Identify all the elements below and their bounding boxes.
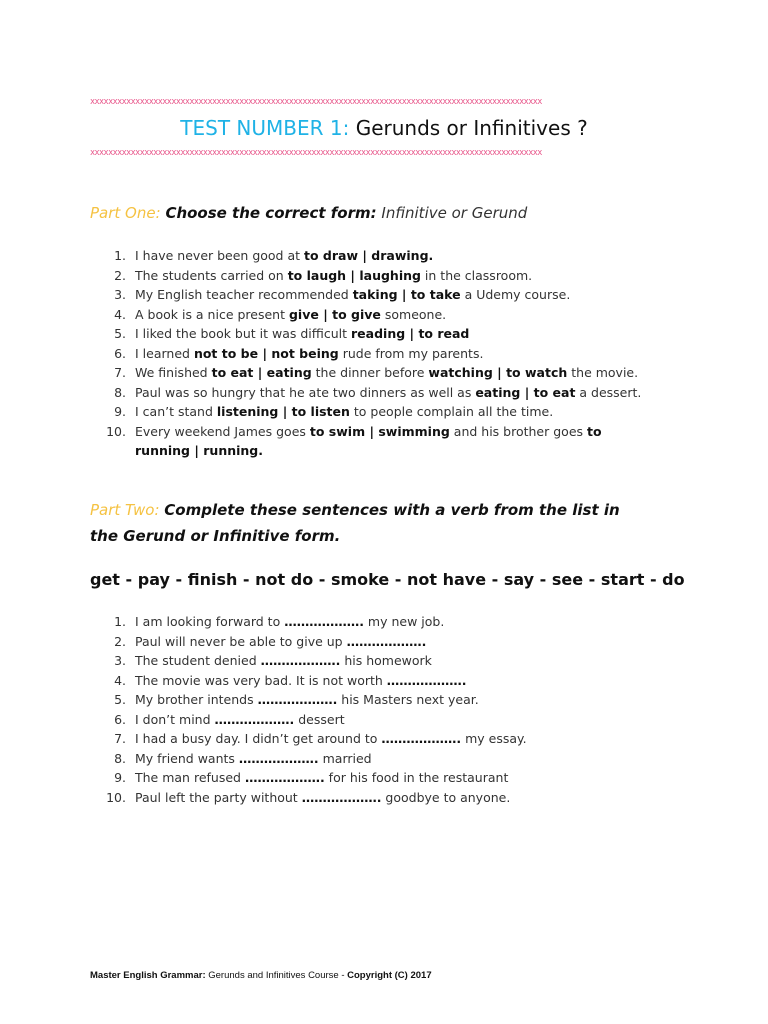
answer-options: to draw | drawing. (304, 248, 434, 263)
question-text: We finished (135, 365, 212, 380)
question-text: in the classroom. (420, 267, 533, 283)
answer-options: taking | to take (352, 287, 461, 302)
question-item (90, 788, 650, 808)
title-prefix: TEST NUMBER 1: (180, 116, 350, 140)
answer-options: to swim | swimming (309, 423, 450, 439)
answer-options: ………………. (346, 633, 427, 649)
answer-options: give | to give (288, 306, 381, 322)
question-item (90, 651, 650, 671)
question-text: The student denied (135, 653, 261, 668)
question-item (90, 632, 650, 652)
question-number: 2. (114, 267, 126, 283)
part-two-heading (90, 497, 630, 549)
answer-options: ………………. (301, 789, 382, 805)
answer-options: to running | running. (135, 423, 602, 458)
question-text: I liked the book but it was difficult (135, 326, 352, 341)
question-text: I learned (135, 345, 194, 361)
question-text: his homework (340, 653, 432, 668)
answer-options: listening | to listen (216, 404, 350, 419)
question-number: 9. (114, 770, 126, 785)
question-text: my essay. (461, 731, 527, 746)
answer-options: to eat | eating (211, 365, 312, 380)
question-number: 10. (106, 423, 126, 439)
question-number: 8. (114, 750, 126, 766)
answer-options: ………………. (214, 711, 295, 727)
question-text: for his food in the restaurant (324, 770, 509, 785)
question-text: My brother intends (135, 692, 258, 707)
question-text: Paul will never be able to give up (135, 633, 347, 649)
question-text: Every weekend James goes (135, 423, 310, 439)
question-number: 4. (114, 306, 126, 322)
answer-options: ………………. (284, 614, 364, 629)
footer-brand: Master English Grammar: (90, 970, 206, 981)
question-text: I am looking forward to (135, 614, 285, 629)
question-text: My English teacher recommended (135, 287, 353, 302)
question-item (90, 324, 650, 344)
question-text: Paul was so hungry that he ate two dinners as well as (135, 384, 476, 400)
answer-options: not to be | not being (193, 345, 339, 361)
question-text: A book is a nice present (135, 306, 289, 322)
question-text: married (318, 750, 372, 766)
question-item (90, 749, 650, 769)
question-text: a Udemy course. (460, 287, 571, 302)
answer-options: ………………. (386, 672, 467, 688)
part-one-extra: Infinitive or Gerund (381, 204, 528, 222)
question-text: to people complain all the time. (349, 404, 554, 419)
question-item (90, 402, 650, 422)
question-text: rude from my parents. (338, 345, 484, 361)
question-number: 10. (106, 789, 126, 805)
decorative-x-line-top: xxxxxxxxxxxxxxxxxxxxxxxxxxxxxxxxxxxxxxxxxxxxxxxxxxxxxxxxxxxxxxxxxxxxxxxxxxxxxxxxxxxxxxxxxxxxxxxxxxxx (90, 97, 542, 107)
question-number: 3. (114, 653, 126, 668)
part-one-question-list (90, 246, 650, 461)
answer-options: ………………. (260, 653, 341, 668)
answer-options: reading | to read (351, 326, 470, 341)
question-number: 5. (114, 326, 126, 341)
question-text: someone. (380, 306, 447, 322)
question-text: I can’t stand (135, 404, 217, 419)
question-text: The movie was very bad. It is not worth (135, 672, 387, 688)
title-main: Gerunds or Infinitives ? (355, 116, 588, 140)
answer-options: to laugh | laughing (287, 267, 421, 283)
decorative-x-line-bottom: xxxxxxxxxxxxxxxxxxxxxxxxxxxxxxxxxxxxxxxxxxxxxxxxxxxxxxxxxxxxxxxxxxxxxxxxxxxxxxxxxxxxxxxxxxxxxxxxxxxx (90, 148, 542, 158)
question-item (90, 305, 650, 325)
question-text: and his brother goes (449, 423, 587, 439)
part-two-label: Part Two: (90, 501, 160, 519)
question-number: 7. (114, 731, 126, 746)
question-text: The man refused (135, 770, 245, 785)
question-item (90, 383, 650, 403)
part-one-heading (90, 200, 630, 226)
question-item (90, 690, 650, 710)
question-item (90, 768, 650, 788)
answer-options: ………………. (381, 731, 462, 746)
question-number: 1. (114, 614, 126, 629)
page-title (0, 115, 768, 141)
question-text: the dinner before (311, 365, 429, 380)
question-text: dessert (294, 711, 345, 727)
question-item (90, 285, 650, 305)
question-text: I had a busy day. I didn’t get around to (135, 731, 382, 746)
question-text: My friend wants (135, 750, 239, 766)
verb-list: get - pay - finish - not do - smoke - not have - say - see - start - do (90, 570, 685, 589)
question-item (90, 612, 650, 632)
question-text: I have never been good at (135, 248, 305, 263)
part-two-question-list (90, 612, 650, 807)
question-number: 6. (114, 711, 126, 727)
question-item (90, 729, 650, 749)
question-text: goodbye to anyone. (381, 789, 511, 805)
question-item (90, 246, 650, 266)
part-one-label: Part One: (90, 204, 161, 222)
part-one-instruction: Choose the correct form: (165, 204, 377, 222)
question-item (90, 344, 650, 364)
footer-copyright: Copyright (C) 2017 (347, 970, 432, 981)
question-number: 3. (114, 287, 126, 302)
answer-options: ………………. (244, 770, 325, 785)
question-number: 8. (114, 384, 126, 400)
footer-course: Gerunds and Infinitives Course - (205, 970, 348, 981)
question-text: I don’t mind (135, 711, 215, 727)
question-item (90, 363, 650, 383)
question-number: 1. (114, 248, 126, 263)
question-text: a dessert. (575, 384, 642, 400)
question-item (90, 422, 650, 461)
question-item (90, 671, 650, 691)
footer (90, 970, 432, 981)
question-text: Paul left the party without (135, 789, 302, 805)
question-number: 7. (114, 365, 126, 380)
question-text: his Masters next year. (337, 692, 479, 707)
question-number: 5. (114, 692, 126, 707)
question-text: the movie. (567, 365, 639, 380)
question-text: The students carried on (135, 267, 288, 283)
question-number: 2. (114, 633, 126, 649)
answer-options: eating | to eat (475, 384, 576, 400)
question-number: 4. (114, 672, 126, 688)
answer-options: watching | to watch (428, 365, 568, 380)
question-item (90, 710, 650, 730)
question-number: 6. (114, 345, 126, 361)
question-item (90, 266, 650, 286)
answer-options: ………………. (238, 750, 319, 766)
answer-options: ………………. (257, 692, 338, 707)
question-text: my new job. (363, 614, 445, 629)
question-number: 9. (114, 404, 126, 419)
part-two-instruction: Complete these sentences with a verb from the list in the Gerund or Infinitive form. (90, 501, 620, 545)
